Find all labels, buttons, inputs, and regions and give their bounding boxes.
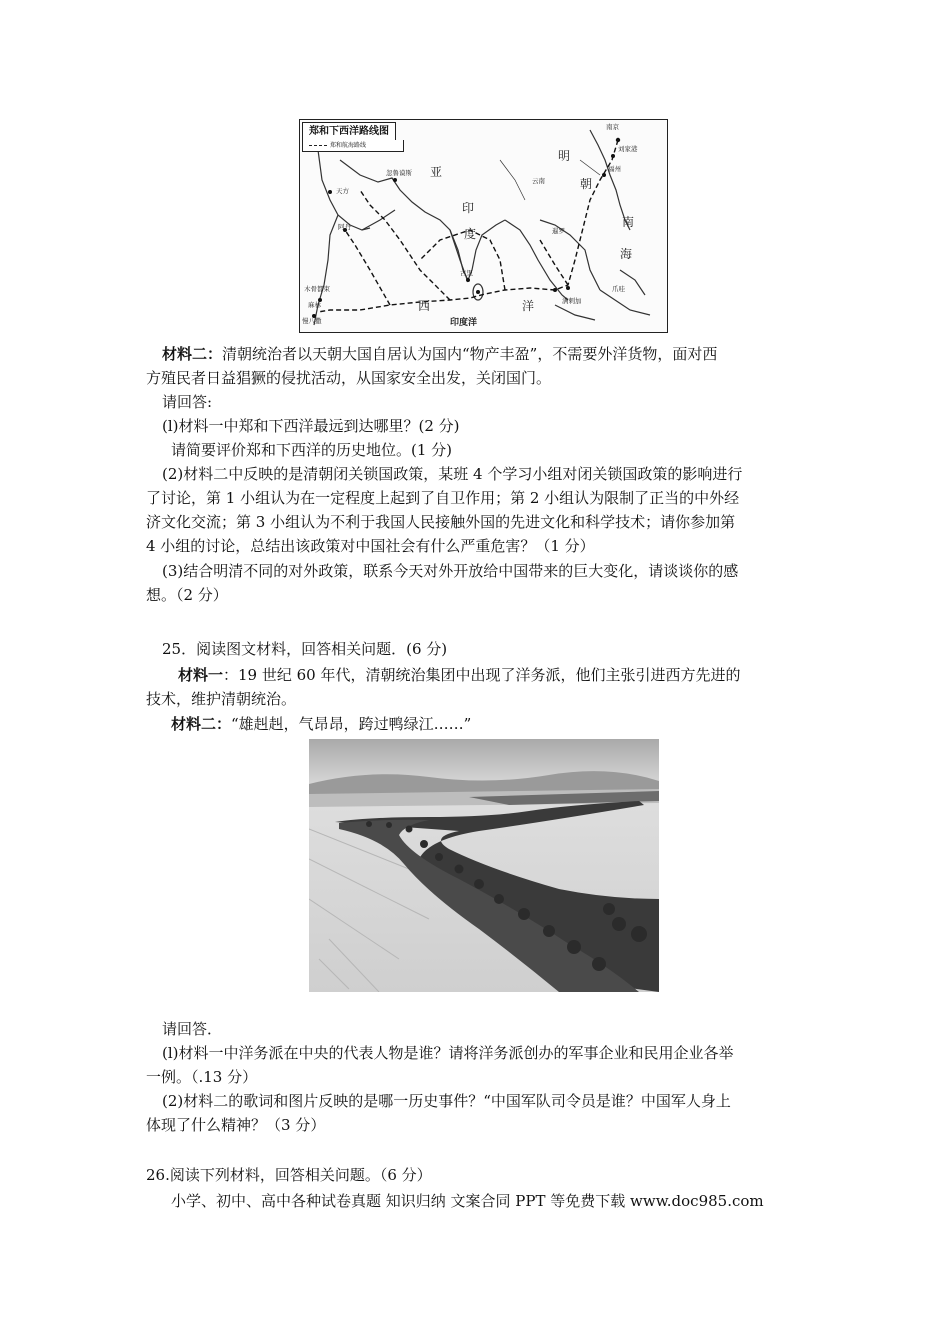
photo-drawing — [309, 739, 659, 992]
page-footer: 小学、初中、高中各种试卷真题 知识归纳 文案合同 PPT 等免费下载 www.doc985.com — [171, 1192, 764, 1210]
map-label-hai: 海 — [620, 247, 633, 261]
q25-material-one-label: 材料一 — [178, 666, 224, 684]
map-label-ya: 亚 — [430, 165, 443, 179]
q25-material-two-label: 材料二： — [171, 715, 232, 733]
question-25-title: 25．阅读图文材料，回答相关问题．(6 分) — [162, 640, 448, 658]
map-title: 郑和下西洋路线图 — [302, 122, 396, 142]
please-answer-label-2: 请回答． — [162, 1020, 223, 1038]
map-label-hormuz: 忽鲁谟斯 — [386, 169, 412, 177]
map-label-guli: 古里 — [460, 269, 473, 277]
map-label-java: 爪哇 — [612, 285, 625, 293]
q25-material-two-text: “雄赳赳，气昂昂，跨过鸭绿江……” — [231, 715, 472, 733]
map-legend-text: 郑和航海路线 — [330, 142, 367, 149]
question-26-title: 26.阅读下列材料，回答相关问题。（6 分） — [146, 1166, 432, 1184]
question-2-line1: (2)材料二中反映的是清朝闭关锁国政策，某班 4 个学习小组对闭关锁国政策的影响进行 — [162, 465, 743, 483]
map-legend — [302, 140, 404, 152]
q25-material-two — [171, 713, 471, 735]
question-3-line1: (3)结合明清不同的对外政策，联系今天对外开放给中国带来的巨大变化，请谈谈你的感 — [162, 562, 739, 580]
map-label-aden: 阿丹 — [338, 223, 351, 231]
material-two-line2: 方殖民者日益猖獗的侵扰活动，从国家安全出发，关闭国门。 — [146, 369, 552, 387]
map-label-malindi: 麻林 — [308, 301, 321, 309]
map-label-ocean: 印度洋 — [450, 318, 478, 328]
q25-question-1-line1: (l)材料一中洋务派在中央的代表人物是谁？请将洋务派创办的军事企业和民用企业各举 — [162, 1044, 734, 1062]
material-two-paragraph — [162, 343, 717, 365]
map-label-tianfang: 天方 — [336, 187, 349, 195]
map-label-du: 度 — [464, 227, 477, 241]
map-label-yunnan: 云南 — [532, 177, 545, 185]
question-2-line4: 4 小组的讨论，总结出该政策对中国社会有什么严重危害？（1 分） — [146, 537, 595, 555]
map-label-nan: 南 — [622, 215, 635, 229]
map-label-fuzhou: 福州 — [608, 165, 621, 173]
yalu-crossing-photo — [309, 739, 659, 992]
question-1-line1: (l)材料一中郑和下西洋最远到达哪里？(2 分) — [162, 417, 460, 435]
map-label-xian: 暹罗 — [552, 227, 565, 235]
map-label-yin: 印 — [462, 201, 475, 215]
map-label-ming: 明 — [558, 149, 571, 163]
dashed-line-icon — [309, 145, 327, 146]
please-answer-label: 请回答: — [162, 393, 213, 411]
q25-material-one-line1: ：19 世纪 60 年代，清朝统治集团中出现了洋务派，他们主张引进西方先进的 — [223, 666, 741, 684]
map-label-xi: 西 — [418, 299, 431, 313]
q25-material-one — [178, 664, 741, 686]
question-2-line2: 了讨论，第 1 小组认为在一定程度上起到了自卫作用；第 2 小组认为限制了正当的中外经 — [146, 489, 740, 507]
material-two-line1: 清朝统治者以天朝大国自居认为国内“物产丰盈”，不需要外洋货物，面对西 — [222, 345, 718, 363]
map-label-mangla: 满剌加 — [562, 297, 582, 305]
q25-material-one-line2: 技术，维护清朝统治。 — [146, 690, 297, 708]
zheng-he-route-map — [299, 119, 668, 333]
question-2-line3: 济文化交流；第 3 小组认为不利于我国人民接触外国的先进文化和科学技术；请你参加第 — [146, 513, 736, 531]
map-label-kilwa: 慢八撒 — [302, 317, 322, 325]
map-label-chao: 朝 — [580, 177, 593, 191]
map-label-nanjing: 南京 — [606, 123, 619, 131]
map-label-mogadishu: 木骨都束 — [304, 285, 330, 293]
map-label-liujiagang: 刘家港 — [618, 145, 638, 153]
q25-question-2-line2: 体现了什么精神？（3 分） — [146, 1116, 326, 1134]
question-3-line2: 想。（2 分） — [146, 586, 228, 604]
map-label-yang: 洋 — [522, 299, 535, 313]
q25-question-1-line2: 一例。（.13 分） — [146, 1068, 258, 1086]
material-two-label: 材料二： — [162, 345, 223, 363]
q25-question-2-line1: (2)材料二的歌词和图片反映的是哪一历史事件？“中国军队司令员是谁？中国军人身上 — [162, 1092, 731, 1110]
question-1-line2: 请简要评价郑和下西洋的历史地位。(1 分) — [171, 441, 453, 459]
